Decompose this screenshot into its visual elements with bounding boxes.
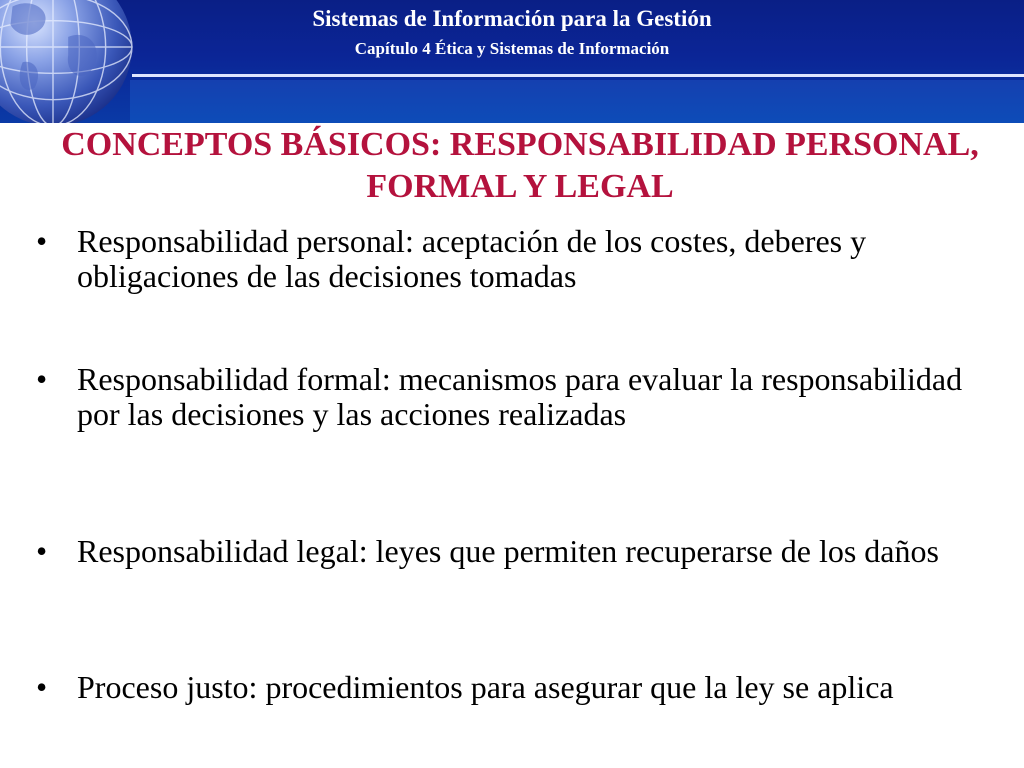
globe-icon [0, 0, 134, 123]
bullet-marker: • [36, 361, 48, 397]
bullet-marker: • [36, 223, 48, 259]
header-lower-band [130, 80, 1024, 123]
course-title: Sistemas de Información para la Gestión [312, 6, 712, 31]
bullet-text-formal: Responsabilidad formal: mecanismos para evaluar la responsabilidad por las decisiones y las acciones realizadas [77, 361, 963, 432]
bullet-marker: • [36, 533, 48, 569]
bullet-text-legal: Responsabilidad legal: leyes que permiten recuperarse de los daños [77, 533, 939, 569]
header-banner [0, 0, 1024, 123]
bullet-text-personal: Responsabilidad personal: aceptación de los costes, deberes y obligaciones de las decisiones tomadas [77, 223, 867, 294]
slide-title: CONCEPTOS BÁSICOS: RESPONSABILIDAD PERSONAL, FORMAL Y LEGAL [61, 126, 979, 205]
bullet-text-due-process: Proceso justo: procedimientos para asegurar que la ley se aplica [77, 669, 894, 705]
bullet-marker: • [36, 669, 48, 705]
chapter-subtitle: Capítulo 4 Ética y Sistemas de Información [354, 39, 670, 58]
header-divider [132, 74, 1024, 77]
